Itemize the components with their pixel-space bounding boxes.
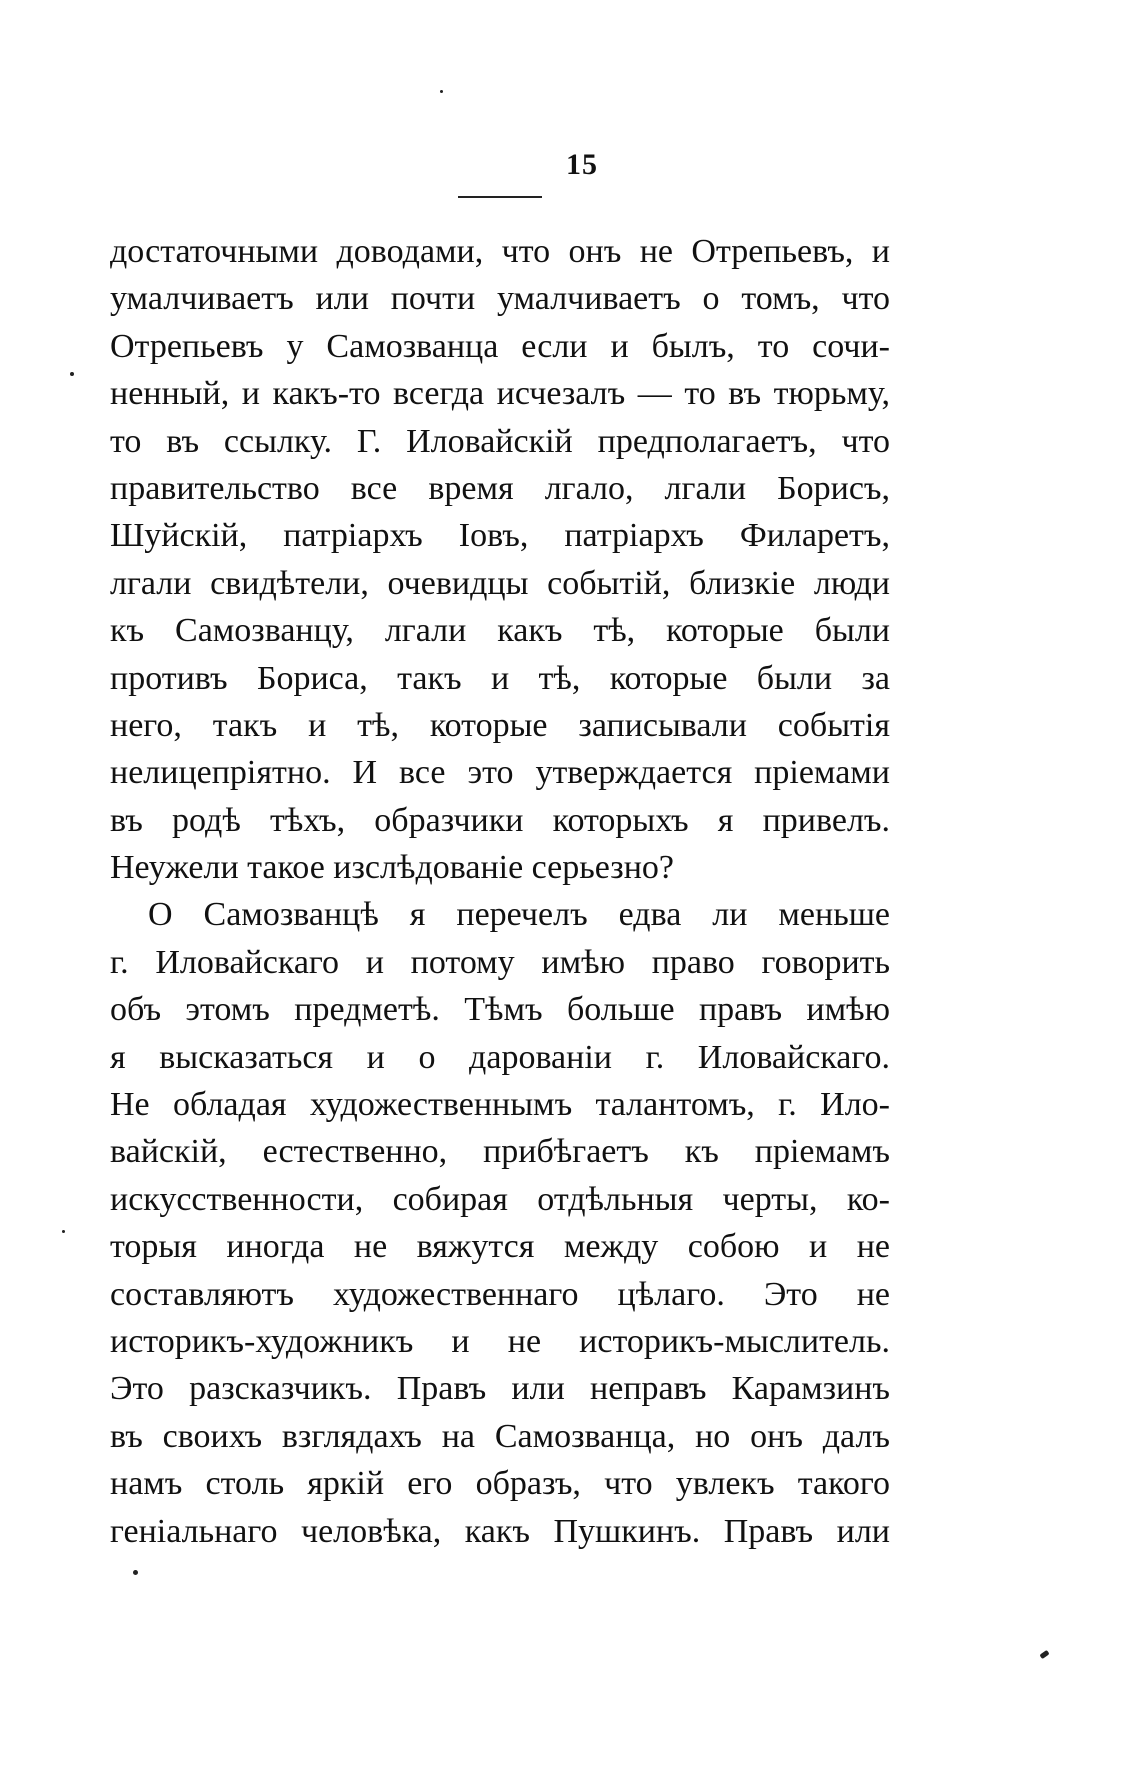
text-line: я высказаться и о дарованіи г. Иловайскаго.: [110, 1038, 890, 1076]
text-line: Это разсказчикъ. Правъ или неправъ Карамзинъ: [110, 1370, 890, 1408]
text-line: Отрепьевъ у Самозванца если и былъ, то сочи-: [110, 327, 890, 365]
text-line: намъ столь яркій его образъ, что увлекъ такого: [110, 1465, 890, 1503]
body-text: [110, 228, 890, 1555]
text-line: торыя иногда не вяжутся между собою и не: [110, 1228, 890, 1266]
text-line: то въ ссылку. Г. Иловайскій предполагаетъ, что: [110, 422, 890, 460]
text-line: нелицепріятно. И все это утверждается пріемами: [110, 754, 890, 792]
text-line: Шуйскій, патріархъ Іовъ, патріархъ Филаретъ,: [110, 517, 890, 555]
text-line: Не обладая художественнымъ талантомъ, г. Ило-: [110, 1086, 890, 1124]
scan-speck: [440, 90, 443, 93]
paragraph-end-line: Неужели такое изслѣдованіе серьезно?: [110, 849, 675, 887]
scan-speck: [70, 372, 74, 376]
page-number-rule: [458, 196, 542, 198]
text-line: въ родѣ тѣхъ, образчики которыхъ я привелъ.: [110, 801, 890, 839]
page-number-text: 15: [566, 148, 598, 181]
text-line: составляютъ художественнаго цѣлаго. Это не: [110, 1275, 890, 1313]
text-line: лгали свидѣтели, очевидцы событій, близкіе люди: [110, 564, 890, 602]
text-line: ненный, и какъ-то всегда исчезалъ — то въ тюрьму,: [110, 375, 890, 413]
text-line: умалчиваетъ или почти умалчиваетъ о томъ, что: [110, 280, 890, 318]
text-line: правительство все время лгало, лгали Борисъ,: [110, 469, 890, 507]
scan-speck: [1039, 1650, 1049, 1659]
text-line: искусственности, собирая отдѣльныя черты, ко-: [110, 1180, 890, 1218]
text-line: него, такъ и тѣ, которые записывали событія: [110, 706, 890, 744]
text-line: историкъ-художникъ и не историкъ-мыслитель.: [110, 1322, 890, 1360]
paragraph-start-line: О Самозванцѣ я перечелъ едва ли меньше: [148, 896, 890, 934]
text-line: г. Иловайскаго и потому имѣю право говорить: [110, 943, 890, 981]
text-line: къ Самозванцу, лгали какъ тѣ, которые были: [110, 612, 890, 650]
text-line: достаточными доводами, что онъ не Отрепьевъ, и: [110, 233, 890, 270]
scan-speck: [133, 1570, 138, 1575]
scan-speck: [62, 1230, 65, 1233]
text-line: въ своихъ взглядахъ на Самозванца, но онъ далъ: [110, 1417, 890, 1455]
text-line: противъ Бориса, такъ и тѣ, которые были за: [110, 659, 890, 697]
page-number: [0, 148, 1140, 182]
text-line: объ этомъ предметѣ. Тѣмъ больше правъ имѣю: [110, 991, 890, 1029]
text-line: геніальнаго человѣка, какъ Пушкинъ. Правъ или: [110, 1512, 890, 1550]
text-line: вайскій, естественно, прибѣгаетъ къ пріемамъ: [110, 1133, 890, 1171]
